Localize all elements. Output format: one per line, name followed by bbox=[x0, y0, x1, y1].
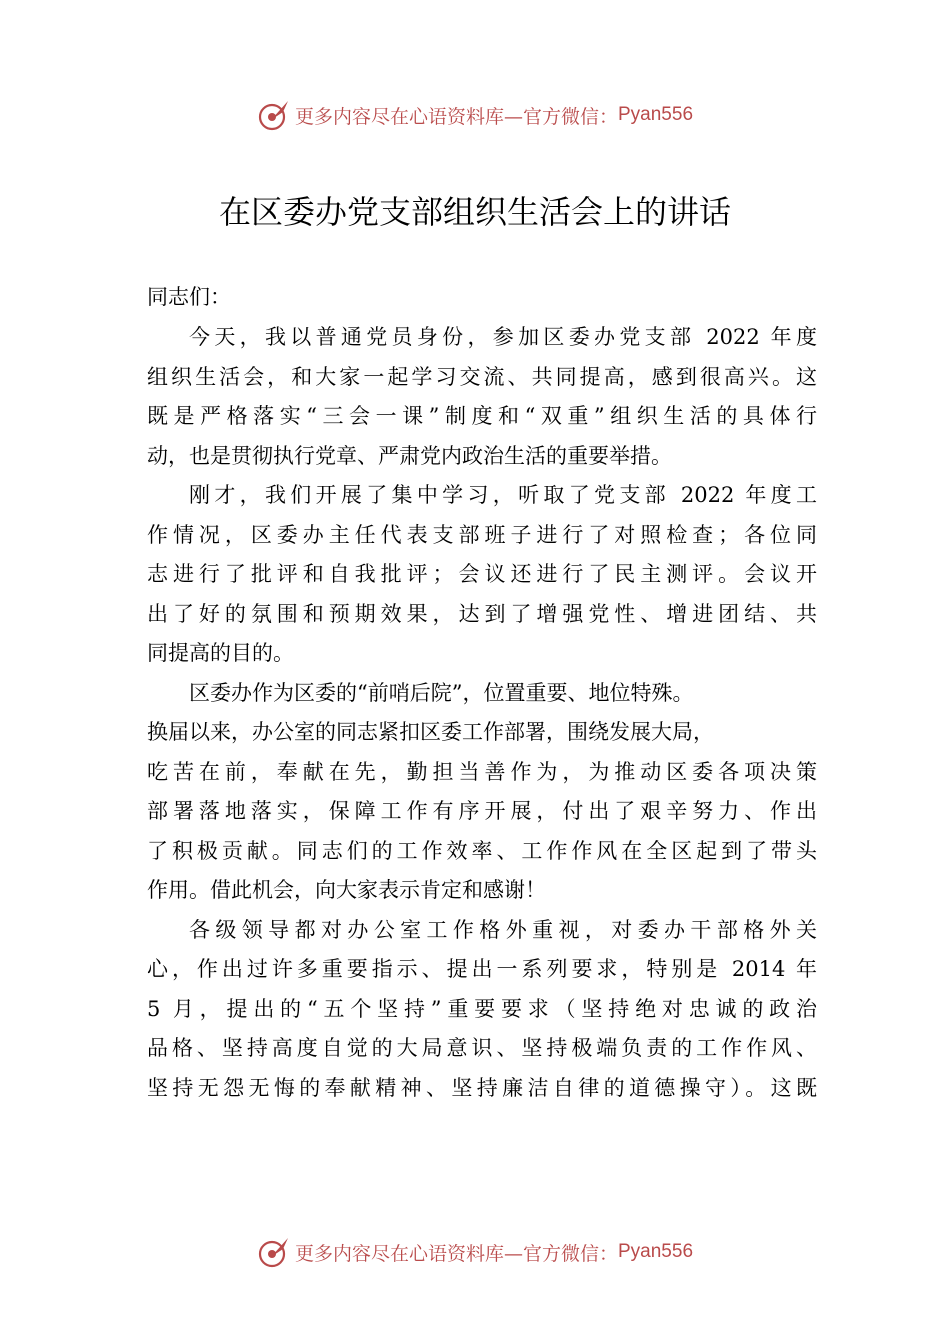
banner-text: 更多内容尽在心语资料库—官方微信： bbox=[294, 105, 618, 128]
header-watermark bbox=[0, 95, 950, 135]
body-line: 同提高的目的。 bbox=[147, 641, 294, 665]
body-line: 刚才，我们开展了集中学习，听取了党支部 2022 年度工 bbox=[189, 483, 817, 507]
wechat-id: Pyan556 bbox=[618, 104, 694, 125]
body-line: 出了好的氛围和预期效果，达到了增强党性、增进团结、共 bbox=[147, 601, 817, 626]
body-line: 了积极贡献。同志们的工作效率、工作作风在全区起到了带头 bbox=[147, 838, 817, 863]
body-line: 坚持无怨无悔的奉献精神、坚持廉洁自律的道德操守）。这既 bbox=[147, 1075, 817, 1100]
body-line: 志进行了批评和自我批评；会议还进行了民主测评。会议开 bbox=[147, 562, 817, 586]
body-line: 既是严格落实“三会一课”制度和“双重”组织生活的具体行 bbox=[147, 404, 817, 428]
footer-watermark bbox=[0, 1232, 950, 1272]
body-line: 组织生活会，和大家一起学习交流、共同提高，感到很高兴。这 bbox=[147, 364, 817, 389]
wechat-id: Pyan556 bbox=[618, 1241, 694, 1262]
quill-logo-icon bbox=[257, 1235, 291, 1269]
body-line: 部署落地落实，保障工作有序开展，付出了艰辛努力、作出 bbox=[147, 799, 817, 823]
body-line: 心，作出过许多重要指示、提出一系列要求，特别是 2014 年 bbox=[147, 957, 817, 981]
body-line: 今天，我以普通党员身份，参加区委办党支部 2022 年度 bbox=[189, 325, 817, 349]
body-line: 作情况，区委办主任代表支部班子进行了对照检查；各位同 bbox=[147, 522, 817, 547]
body-line: 品格、坚持高度自觉的大局意识、坚持极端负责的工作作风、 bbox=[147, 1036, 817, 1060]
body-line: 吃苦在前，奉献在先，勤担当善作为，为推动区委各项决策 bbox=[147, 759, 817, 784]
body-line: 5 月，提出的“五个坚持”重要要求（坚持绝对忠诚的政治 bbox=[147, 996, 817, 1021]
document-body bbox=[147, 276, 817, 1108]
body-line: 各级领导都对办公室工作格外重视，对委办干部格外关 bbox=[189, 917, 817, 942]
body-line: 动，也是贯彻执行党章、严肃党内政治生活的重要举措。 bbox=[147, 443, 672, 468]
body-line: 换届以来，办公室的同志紧扣区委工作部署，围绕发展大局， bbox=[147, 720, 714, 744]
quill-logo-icon bbox=[257, 98, 291, 132]
page-title: 在区委办党支部组织生活会上的讲话 bbox=[218, 193, 731, 231]
banner-text: 更多内容尽在心语资料库—官方微信： bbox=[294, 1242, 618, 1265]
body-line: 作用。借此机会，向大家表示肯定和感谢！ bbox=[147, 878, 546, 902]
body-line: 区委办作为区委的“前哨后院”，位置重要、地位特殊。 bbox=[189, 680, 694, 705]
salutation: 同志们： bbox=[147, 285, 231, 309]
